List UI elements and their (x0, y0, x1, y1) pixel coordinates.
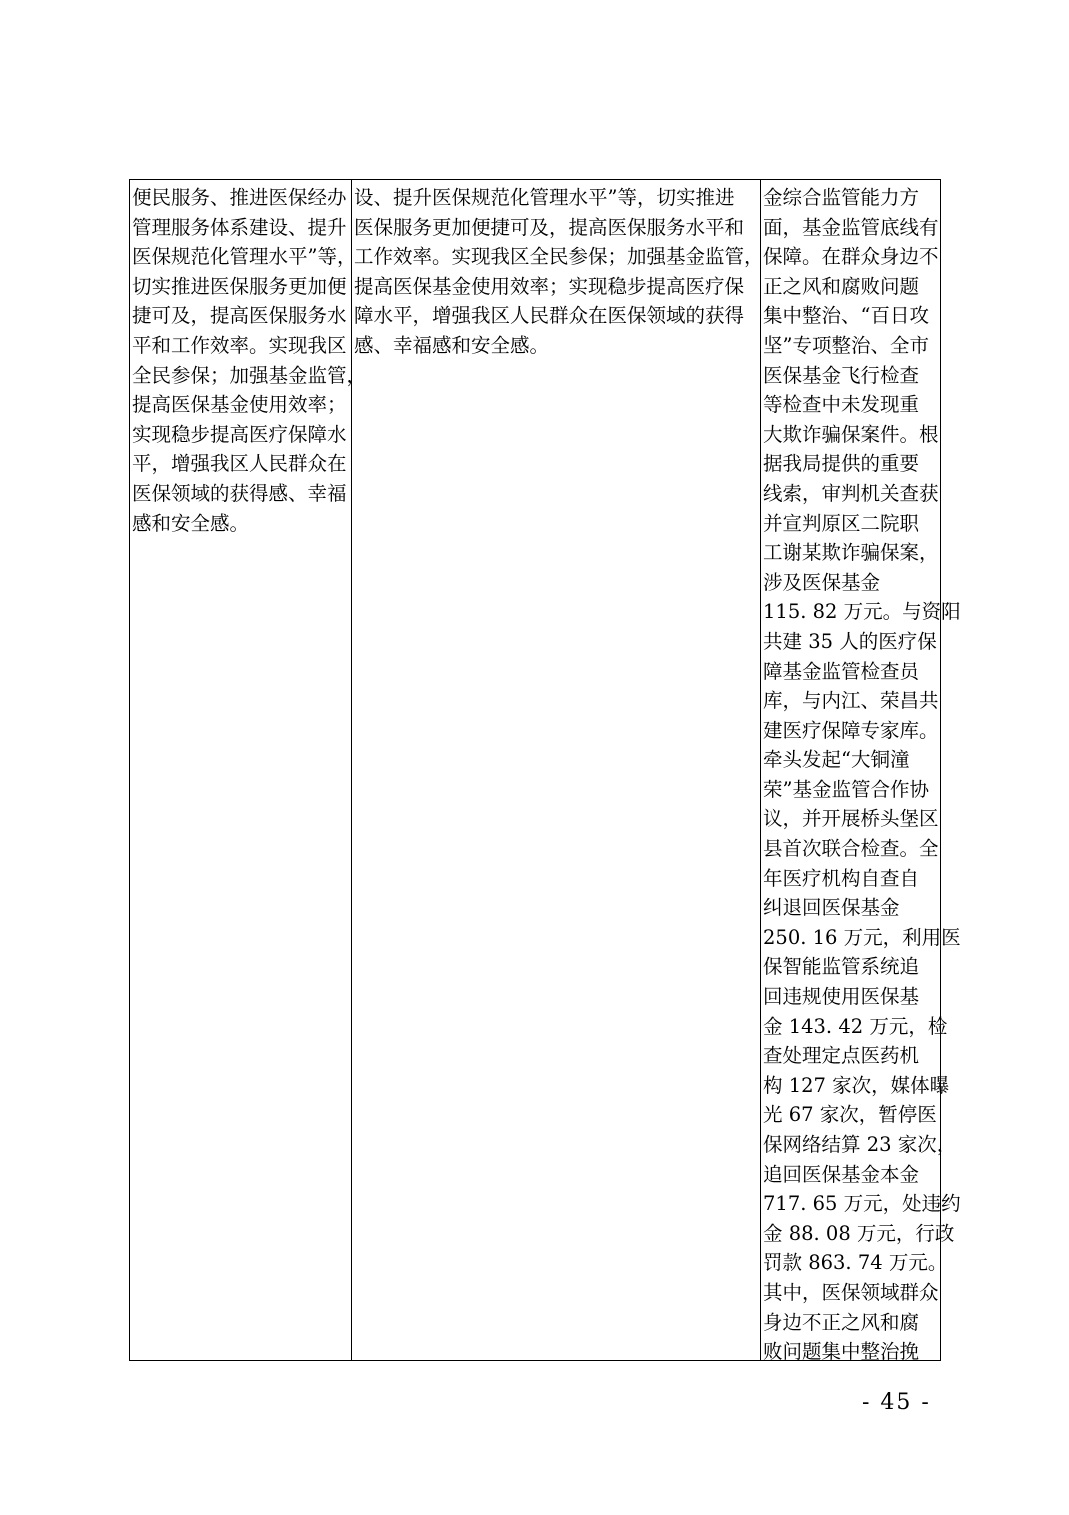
table-text-line: 并宣判原区二院职 (763, 511, 920, 535)
table-text-line: 250. 16 万元，利用医 (763, 925, 961, 949)
table-text-line: 年医疗机构自查自 (763, 866, 920, 890)
table-text-line: 实现稳步提高医疗保障水 (132, 422, 347, 446)
document-table (129, 179, 961, 1364)
table-text-line: 感、幸福感和安全感。 (354, 333, 550, 357)
table-text-line: 纠退回医保基金 (763, 896, 900, 920)
table-text-line: 便民服务、推进医保经办 (132, 186, 347, 209)
table-text-line: 回违规使用医保基 (763, 985, 920, 1009)
table-text-line: 据我局提供的重要 (763, 452, 920, 476)
table-text-line: 工谢某欺诈骗保案， (763, 541, 939, 565)
table-text-line: 身边不正之风和腐 (763, 1310, 920, 1334)
table-text-line: 金 88. 08 万元，行政 (763, 1221, 955, 1245)
table-text-line: 正之风和腐败问题 (763, 274, 920, 298)
table-text-line: 荣”基金监管合作协 (763, 777, 929, 801)
table-text-line: 医保基金飞行检查 (763, 363, 920, 387)
table-text-line: 罚款 863. 74 万元。 (763, 1251, 948, 1275)
table-text-line: 县首次联合检查。全 (763, 837, 939, 861)
table-text-line: 工作效率。实现我区全民参保；加强基金监管， (354, 245, 764, 269)
table-text-line: 败问题集中整治挽 (763, 1340, 920, 1364)
table-cell-column-3 (761, 180, 963, 1364)
table-cell-column-1 (130, 180, 367, 1360)
table-text-line: 库，与内江、荣昌共 (763, 689, 939, 713)
table-text-line: 线索，审判机关查获 (763, 481, 939, 505)
table-text-line: 平和工作效率。实现我区 (132, 333, 347, 357)
table-text-line: 光 67 家次，暂停医 (763, 1103, 937, 1127)
table-text-line: 金 143. 42 万元，检 (763, 1014, 948, 1038)
table-text-line: 等检查中未发现重 (763, 393, 920, 417)
table-text-line: 感和安全感。 (132, 511, 250, 535)
table-text-line: 大欺诈骗保案件。根 (763, 422, 939, 446)
page-number: - 45 - (862, 1390, 931, 1415)
table-text-line: 其中，医保领域群众 (763, 1280, 939, 1304)
table-text-line: 障水平，增强我区人民群众在医保领域的获得 (354, 304, 745, 328)
table-text-line: 管理服务体系建设、提升 (132, 215, 347, 239)
table-text-line: 全民参保；加强基金监管， (132, 363, 367, 387)
table-text-line: 共建 35 人的医疗保 (763, 629, 937, 653)
table-text-line: 保网络结算 23 家次， (763, 1133, 957, 1156)
table-text-line: 设、提升医保规范化管理水平”等，切实推进 (354, 186, 735, 209)
table-text-line: 建医疗保障专家库。 (763, 718, 939, 742)
table-text-line: 提高医保基金使用效率；实现稳步提高医疗保 (354, 274, 745, 298)
table-text-line: 医保规范化管理水平”等， (132, 245, 357, 269)
table-text-line: 医保领域的获得感、幸福 (132, 481, 347, 505)
table-text-line: 捷可及，提高医保服务水 (132, 304, 347, 328)
table-text-line: 构 127 家次，媒体曝 (763, 1073, 950, 1097)
table-text-line: 医保服务更加便捷可及，提高医保服务水平和 (354, 215, 745, 239)
table-text-line: 查处理定点医药机 (763, 1044, 920, 1068)
table-text-line: 保智能监管系统追 (763, 955, 920, 979)
table-text-line: 坚”专项整治、全市 (763, 333, 929, 357)
table-text-line: 提高医保基金使用效率； (132, 393, 347, 417)
table-text-line: 717. 65 万元，处违约 (763, 1192, 961, 1216)
table-text-line: 切实推进医保服务更加便 (132, 274, 347, 298)
table-text-line: 追回医保基金本金 (763, 1162, 920, 1186)
table-text-line: 牵头发起“大铜潼 (763, 748, 910, 772)
table-text-line: 涉及医保基金 (763, 570, 881, 594)
table-text-line: 115. 82 万元。与资阳 (763, 600, 961, 624)
table-text-line: 集中整治、“百日攻 (763, 304, 929, 328)
table-text-line: 保障。在群众身边不 (763, 245, 939, 269)
table-text-line: 平，增强我区人民群众在 (132, 452, 347, 476)
table-text-line: 障基金监管检查员 (763, 659, 920, 683)
table-text-line: 面，基金监管底线有 (763, 215, 939, 239)
table-text-line: 金综合监管能力方 (763, 186, 920, 209)
table-cell-column-2 (352, 180, 764, 1360)
table-text-line: 议，并开展桥头堡区 (763, 807, 939, 831)
